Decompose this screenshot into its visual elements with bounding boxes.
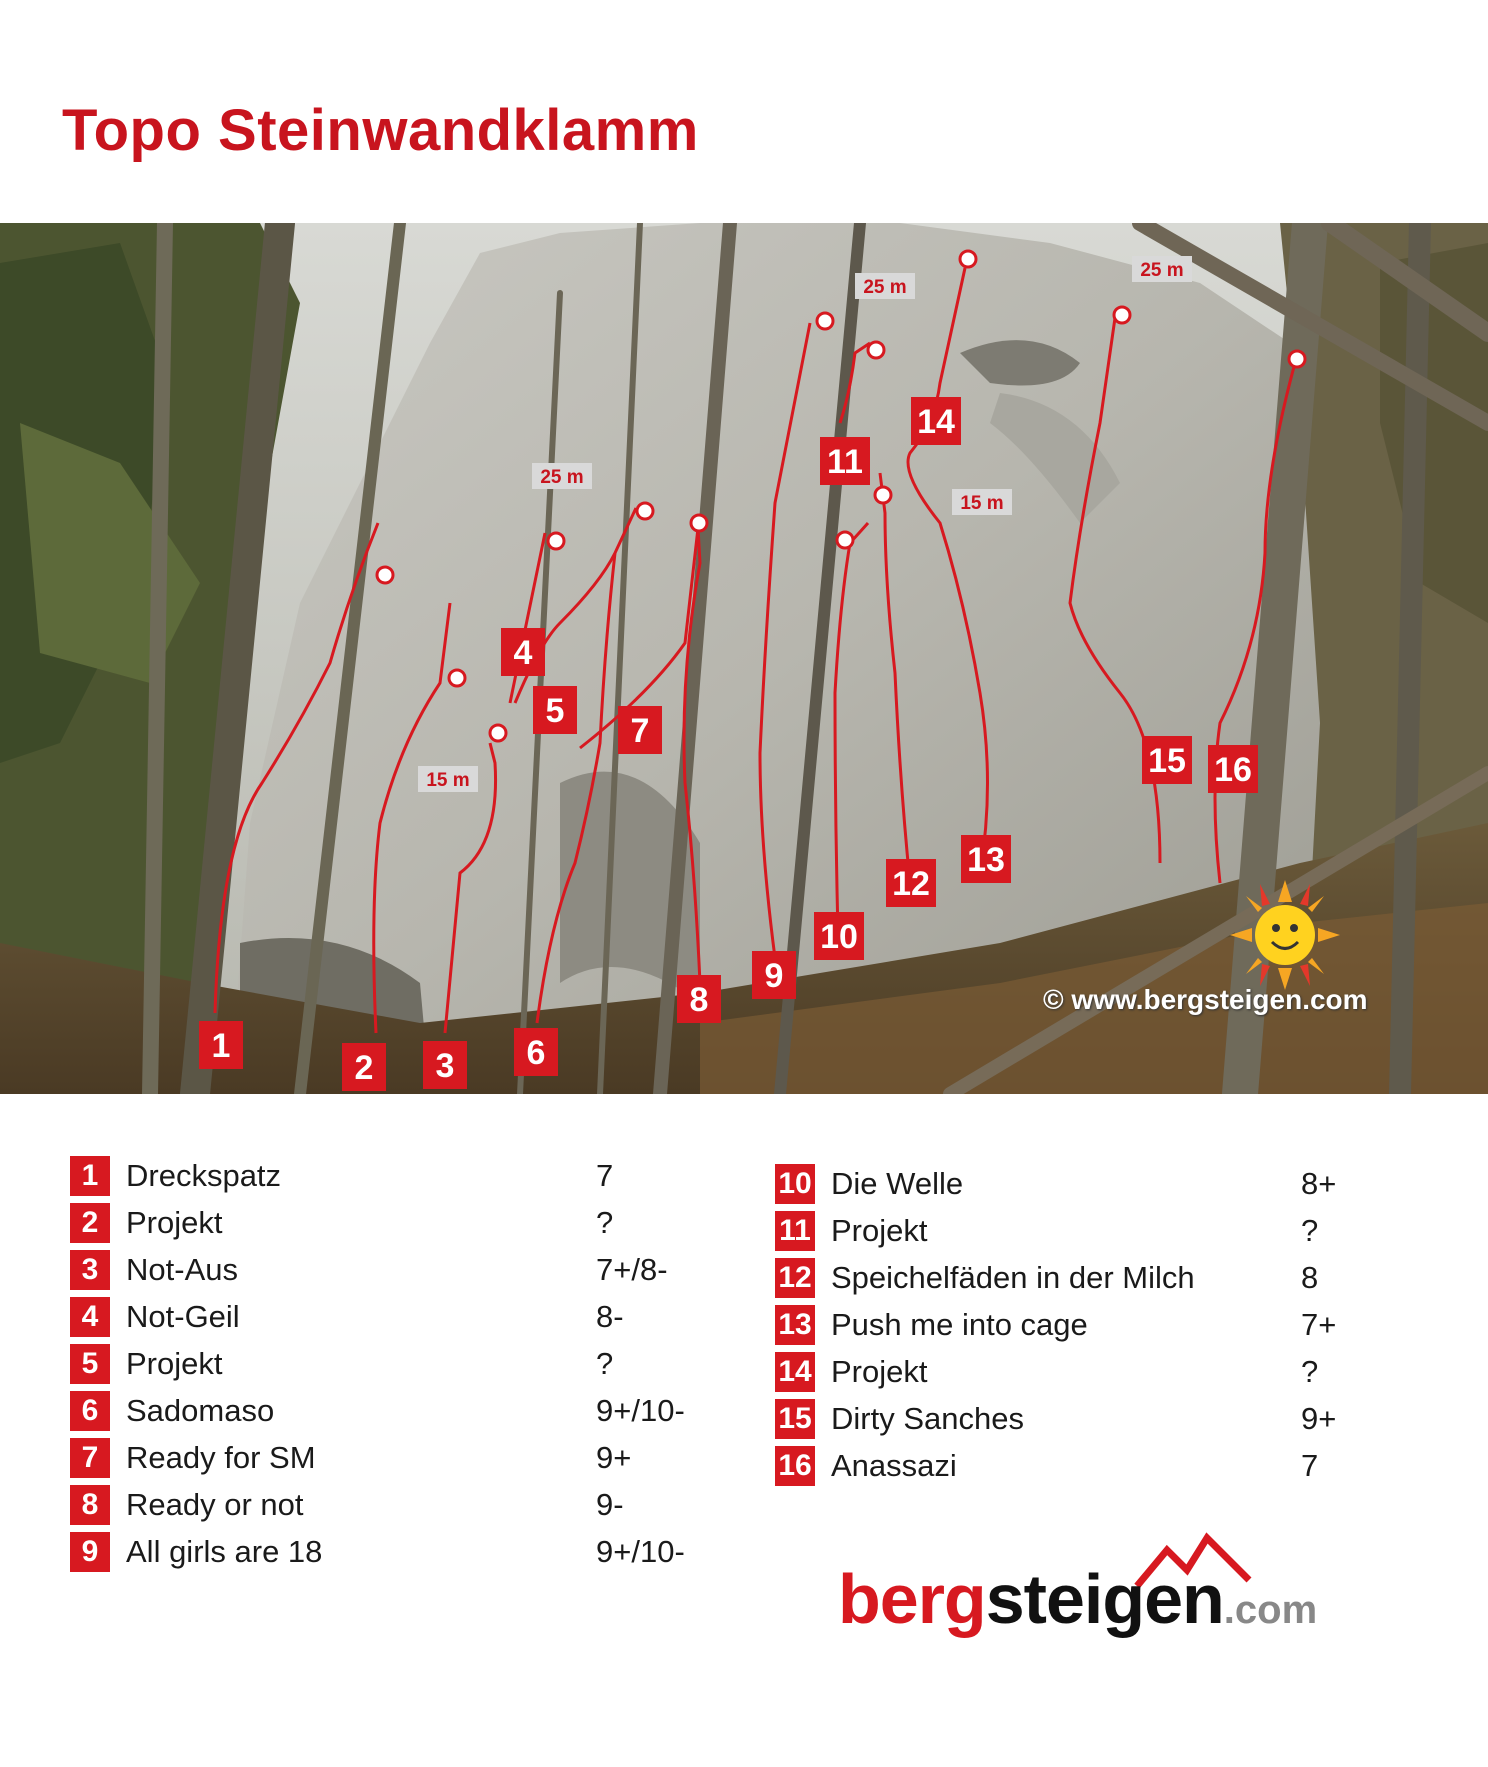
route-number: 13	[775, 1305, 815, 1345]
route-name: Dirty Sanches	[831, 1400, 1024, 1436]
svg-text:2: 2	[354, 1049, 374, 1087]
marker-2	[342, 1043, 386, 1091]
height-label-1	[532, 463, 592, 489]
svg-text:1: 1	[211, 1027, 231, 1065]
route-row	[70, 1434, 685, 1481]
route-row	[70, 1246, 685, 1293]
svg-text:7: 7	[630, 712, 650, 750]
svg-text:14: 14	[917, 403, 955, 441]
route-grade: ?	[596, 1204, 614, 1240]
svg-text:25 m: 25 m	[863, 277, 907, 298]
route-number: 11	[775, 1211, 815, 1251]
route-number: 15	[775, 1399, 815, 1439]
route-grade: 9+	[596, 1439, 632, 1475]
route-row	[70, 1199, 685, 1246]
svg-text:15 m: 15 m	[426, 770, 470, 791]
route-row	[70, 1528, 685, 1575]
height-label-3	[1132, 256, 1192, 282]
route-name: Not-Geil	[126, 1298, 240, 1334]
route-number: 5	[70, 1344, 110, 1384]
route-row	[70, 1387, 685, 1434]
route-grade: ?	[1301, 1353, 1319, 1389]
route-number: 1	[70, 1156, 110, 1196]
marker-12	[886, 859, 936, 907]
route-number: 6	[70, 1391, 110, 1431]
route-list-right	[775, 1160, 1336, 1489]
height-label-4	[418, 766, 478, 792]
marker-6	[514, 1028, 558, 1076]
height-label-2	[855, 273, 915, 299]
marker-1	[199, 1021, 243, 1069]
route-grade: 9-	[596, 1486, 624, 1522]
route-grade: 7	[596, 1157, 614, 1193]
route-name: Speichelfäden in der Milch	[831, 1259, 1195, 1295]
route-grade: 9+/10-	[596, 1392, 685, 1428]
marker-8	[677, 975, 721, 1023]
route-row	[775, 1254, 1336, 1301]
route-number: 8	[70, 1485, 110, 1525]
route-grade: 8	[1301, 1259, 1319, 1295]
marker-13	[961, 835, 1011, 883]
page-title: Topo Steinwandklamm	[62, 98, 699, 163]
bergsteigen-logo[interactable]	[838, 1530, 1318, 1650]
route-number: 7	[70, 1438, 110, 1478]
marker-9	[752, 951, 796, 999]
route-name: Dreckspatz	[126, 1157, 282, 1193]
route-row	[775, 1442, 1336, 1489]
svg-text:13: 13	[967, 841, 1005, 879]
route-name: All girls are 18	[126, 1533, 323, 1569]
marker-11	[820, 437, 870, 485]
marker-15	[1142, 736, 1192, 784]
route-name: Ready or not	[126, 1486, 304, 1522]
route-name: Sadomaso	[126, 1392, 275, 1428]
marker-4	[501, 628, 545, 676]
height-label-5	[952, 489, 1012, 515]
route-row	[70, 1481, 685, 1528]
route-grade: 9+	[1301, 1400, 1337, 1436]
sun-icon	[1230, 880, 1340, 990]
route-name: Projekt	[831, 1353, 928, 1389]
route-number: 16	[775, 1446, 815, 1486]
route-name: Anassazi	[831, 1447, 957, 1483]
route-grade: 9+/10-	[596, 1533, 685, 1569]
route-list-left	[70, 1152, 685, 1575]
route-name: Projekt	[831, 1212, 928, 1248]
svg-text:15 m: 15 m	[960, 493, 1004, 514]
route-row	[70, 1293, 685, 1340]
route-name: Die Welle	[831, 1165, 964, 1201]
route-grade: ?	[1301, 1212, 1319, 1248]
route-row	[775, 1301, 1336, 1348]
svg-text:9: 9	[764, 957, 784, 995]
marker-10	[814, 912, 864, 960]
svg-text:25 m: 25 m	[1140, 260, 1184, 281]
route-name: Push me into cage	[831, 1306, 1088, 1342]
route-number: 4	[70, 1297, 110, 1337]
route-number: 3	[70, 1250, 110, 1290]
svg-text:16: 16	[1214, 751, 1252, 789]
route-number: 2	[70, 1203, 110, 1243]
svg-text:15: 15	[1148, 742, 1186, 780]
route-grade: 8+	[1301, 1165, 1337, 1201]
route-grade: 7	[1301, 1447, 1319, 1483]
route-name: Projekt	[126, 1204, 223, 1240]
route-row	[70, 1152, 685, 1199]
route-grade: 7+	[1301, 1306, 1337, 1342]
marker-5	[533, 686, 577, 734]
route-number: 10	[775, 1164, 815, 1204]
route-row	[775, 1207, 1336, 1254]
route-number: 9	[70, 1532, 110, 1572]
svg-text:4: 4	[513, 634, 533, 672]
route-row	[775, 1395, 1336, 1442]
marker-3	[423, 1041, 467, 1089]
route-name: Projekt	[126, 1345, 223, 1381]
svg-text:12: 12	[892, 865, 930, 903]
svg-text:11: 11	[827, 443, 863, 481]
route-name: Not-Aus	[126, 1251, 238, 1287]
logo-wordmark: bergsteigen.com	[838, 1560, 1318, 1638]
marker-14	[911, 397, 961, 445]
copyright-watermark: © www.bergsteigen.com	[1043, 984, 1368, 1015]
route-row	[70, 1340, 685, 1387]
svg-text:25 m: 25 m	[540, 467, 584, 488]
route-grade: 8-	[596, 1298, 624, 1334]
route-grade: 7+/8-	[596, 1251, 668, 1287]
svg-text:10: 10	[820, 918, 858, 956]
route-number: 12	[775, 1258, 815, 1298]
route-name: Ready for SM	[126, 1439, 316, 1475]
svg-text:3: 3	[435, 1047, 455, 1085]
svg-text:8: 8	[689, 981, 709, 1019]
svg-text:5: 5	[545, 692, 565, 730]
marker-7	[618, 706, 662, 754]
svg-text:6: 6	[526, 1034, 546, 1072]
route-grade: ?	[596, 1345, 614, 1381]
marker-16	[1208, 745, 1258, 793]
route-number: 14	[775, 1352, 815, 1392]
route-row	[775, 1348, 1336, 1395]
route-row	[775, 1160, 1336, 1207]
